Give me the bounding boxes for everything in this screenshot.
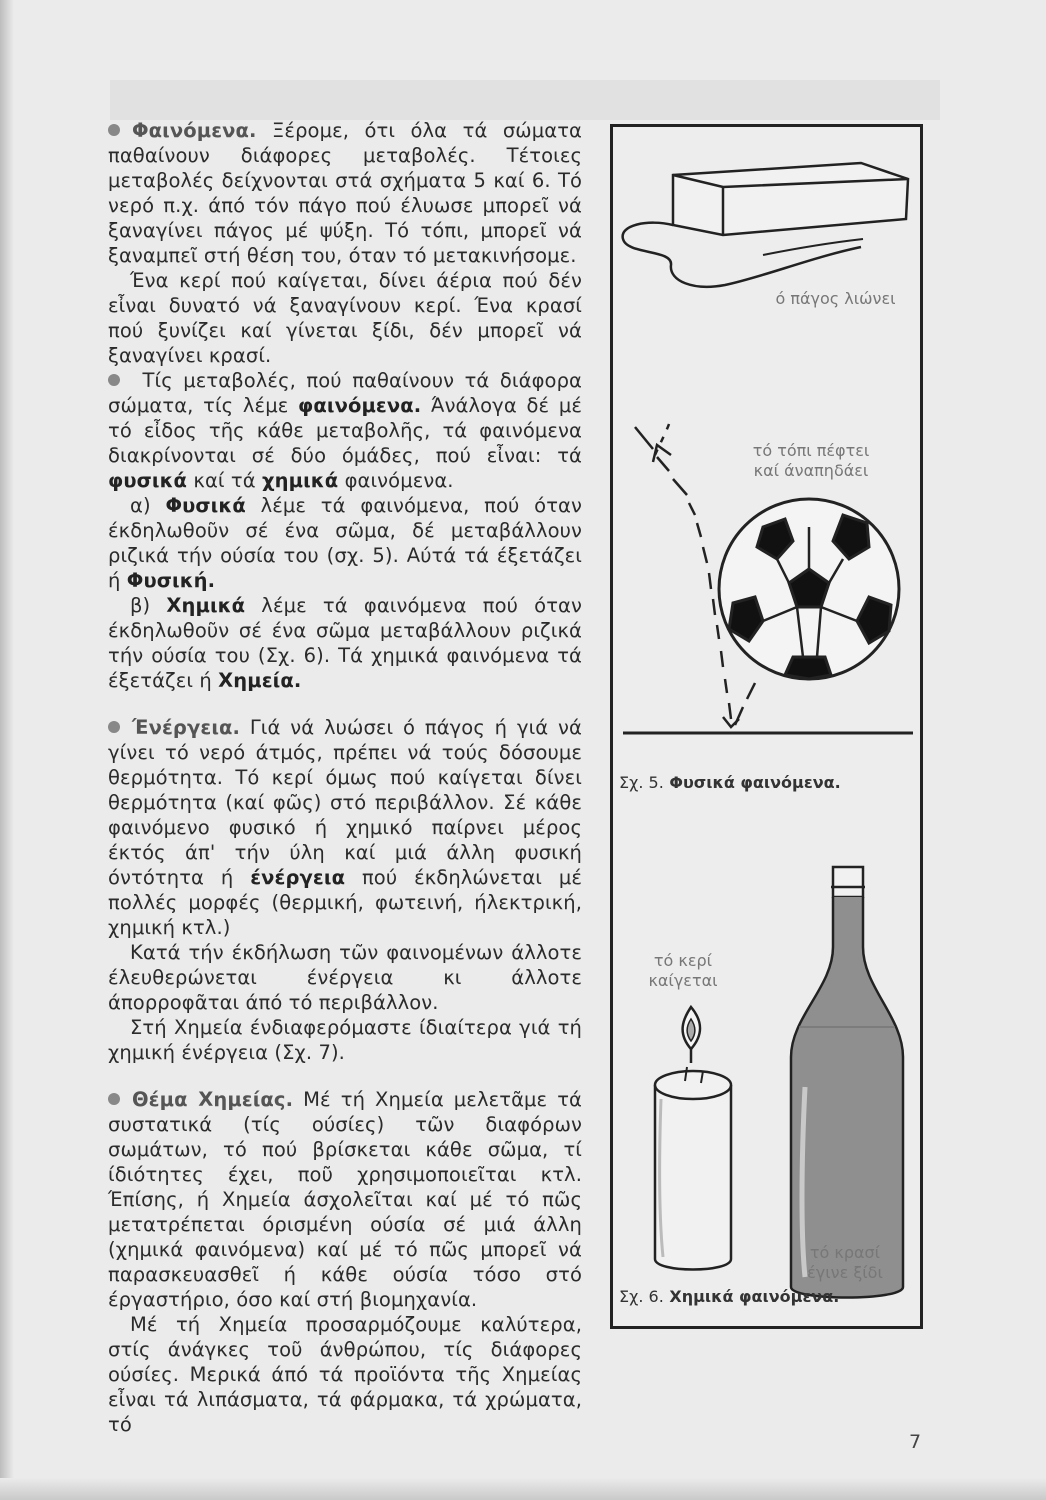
chemistry-topic-text-1: Μέ τή Χημεία μελετᾶμε τά συστατικά (τίς ούσίες) τῶν διαφόρων σωμάτων, τό πού βρίσκεται κάθε σῶμα, τί ίδιότητες έχει, ποῦ χρησιμοποιεῖται κτλ. Έπίσης, ή Χημεία άσχολεῖται καί μέ τό πῶς μετατρέπεται όρισμένη ούσία σέ μιά άλλη (χημικά φαινόμενα) καί μέ τό πῶς μπορεῖ νά παρασκευασθεῖ ή κάθε ούσία τόσο στό έργαστήριο, όσο καί στή βιομηχανία. — [108, 1088, 582, 1311]
figure-5-title: Φυσικά φαινόμενα. — [669, 773, 841, 792]
physical-definition — [108, 493, 582, 593]
bottom-page-edge — [0, 1478, 1046, 1500]
phenomena-text-3c: καί τά — [187, 469, 262, 492]
a-end: Φυσική. — [126, 569, 216, 592]
phenomena-paragraph-3 — [108, 368, 582, 493]
b-text: λέμε τά φαινόμενα πού όταν έκδηλωθοῦν σέ ένα σῶμα μεταβάλλουν ριζικά τήν ούσία του (Σχ. 6). Τά χημικά φαινόμενα τά έξετάζει ή — [108, 594, 582, 692]
phenomena-text-3a: Τίς μεταβολές, πού παθαίνουν τά διάφορα σώματα, τίς λέμε — [108, 369, 582, 417]
candle-caption-line-2: καίγεται — [648, 971, 718, 990]
bullet-icon — [108, 374, 120, 386]
term-chemical: χημικά — [262, 469, 339, 492]
body-text — [108, 118, 582, 1437]
figures-panel — [610, 124, 923, 1329]
chemistry-topic-paragraph — [108, 1087, 582, 1312]
figure-5-caption — [619, 773, 841, 792]
energy-paragraph-3: Στή Χημεία ένδιαφερόμαστε ίδιαίτερα γιά τή χημική ένέργεια (Σχ. 7). — [108, 1016, 582, 1064]
page-shadow — [0, 0, 14, 1500]
wine-caption — [785, 1243, 905, 1283]
energy-text-1a: Γιά νά λυώσει ό πάγος ή γιά νά γίνει τό νερό άτμός, πρέπει νά τούς δόσουμε θερμότητα. Τό κερί όμως πού καίγεται δίνει θερμότητα (καί φῶς) στό περιβάλλον. Σέ κάθε φαινόμενο φυσικό ή χημικό παίρνει μέρος έκτός άπ' τήν ύλη καί μιά άλλη φυσική όντότητα ή — [108, 716, 582, 889]
ice-block-illustration — [623, 163, 908, 287]
a-term: Φυσικά — [165, 494, 246, 517]
phenomena-text-3b: Άνάλογα δέ μέ τό εἶδος τῆς κάθε μεταβολῆς, τά φαινόμενα διακρίνονται σέ δύο όμάδες, πού εἶναι: τά — [108, 394, 582, 467]
energy-paragraph-2: Κατά τήν έκδήλωση τῶν φαινομένων άλλοτε έλευθερώνεται ένέργεια κι άλλοτε άπορροφᾶται άπό τό περιβάλλον. — [108, 941, 582, 1014]
ball-caption-line-2: καί άναπηδάει — [753, 461, 869, 480]
energy-text-1b: πού έκδηλώνεται μέ πολλές μορφές (θερμική, φωτεινή, ήλεκτρική, χημική κτλ.) — [108, 866, 582, 939]
energy-heading: Ένέργεια. — [132, 716, 241, 739]
wine-bottle-illustration — [791, 867, 903, 1298]
ice-caption: ό πάγος λιώνει — [775, 289, 896, 308]
b-end: Χημεία. — [218, 669, 302, 692]
bullet-icon — [108, 1093, 120, 1105]
b-prefix: β) — [130, 594, 167, 617]
figure-6-number: Σχ. 6. — [619, 1287, 664, 1306]
football-illustration — [719, 499, 899, 679]
phenomena-text-1: Ξέρομε, ότι όλα τά σώματα παθαίνουν διάφορες μεταβολές. Τέτοιες μεταβολές δείχνονται στά σχήματα 5 καί 6. Τό νερό π.χ. άπό τόν πάγο πού έλυωσε μπορεῖ νά ξαναγίνει πάγος μέ ψύξη. Τό τόπι, μπορεῖ νά ξαναμπεῖ στή θέση του, όταν τό μετακινήσομε. — [108, 119, 582, 267]
chemical-definition — [108, 593, 582, 693]
term-phenomena: φαινόμενα. — [298, 394, 422, 417]
bullet-icon — [108, 124, 120, 136]
candle-illustration — [655, 1007, 731, 1270]
phenomena-text-3d: φαινόμενα. — [338, 469, 454, 492]
candle-caption — [633, 951, 733, 991]
term-physical: φυσικά — [108, 469, 188, 492]
show-through-shade — [110, 80, 940, 120]
wine-caption-line-1: τό κρασί — [809, 1243, 881, 1262]
energy-paragraph — [108, 715, 582, 940]
chemistry-topic-heading: Θέμα Χημείας. — [132, 1088, 294, 1111]
ball-caption-line-1: τό τόπι πέφτει — [752, 441, 870, 460]
ball-caption — [741, 441, 881, 481]
figure-5-number: Σχ. 5. — [619, 773, 664, 792]
b-term: Χημικά — [166, 594, 246, 617]
bullet-icon — [108, 721, 120, 733]
figure-6-caption — [619, 1287, 839, 1306]
phenomena-paragraph-2: Ένα κερί πού καίγεται, δίνει άέρια πού δέν εἶναι δυνατό νά ξαναγίνουν κερί. Ένα κρασί πού ξυνίζει καί γίνεται ξίδι, δέν μπορεῖ νά ξαναγίνει κρασί. — [108, 269, 582, 367]
phenomena-paragraph — [108, 118, 582, 268]
phenomena-heading: Φαινόμενα. — [132, 119, 257, 142]
a-text: λέμε τά φαινόμενα, πού όταν έκδηλωθοῦν σέ ένα σῶμα, δέ μεταβάλλουν ριζικά τήν ούσία του (σχ. 5). Αύτά τά έξετάζει ή — [108, 494, 582, 592]
page-number: 7 — [909, 1431, 922, 1453]
a-prefix: α) — [130, 494, 166, 517]
figure-6-title: Χημικά φαινόμενα. — [669, 1287, 840, 1306]
chemistry-topic-paragraph-2: Μέ τή Χημεία προσαρμόζουμε καλύτερα, στίς άνάγκες τοῦ άνθρώπου, τίς διάφορες ούσίες. Μερικά άπό τά προϊόντα τῆς Χημείας εἶναι τά λιπάσματα, τά φάρμακα, τά χρώματα, τό — [108, 1313, 582, 1436]
candle-caption-line-1: τό κερί — [653, 951, 713, 970]
wine-caption-line-2: έγινε ξίδι — [807, 1263, 883, 1282]
term-energy: ένέργεια — [250, 866, 346, 889]
